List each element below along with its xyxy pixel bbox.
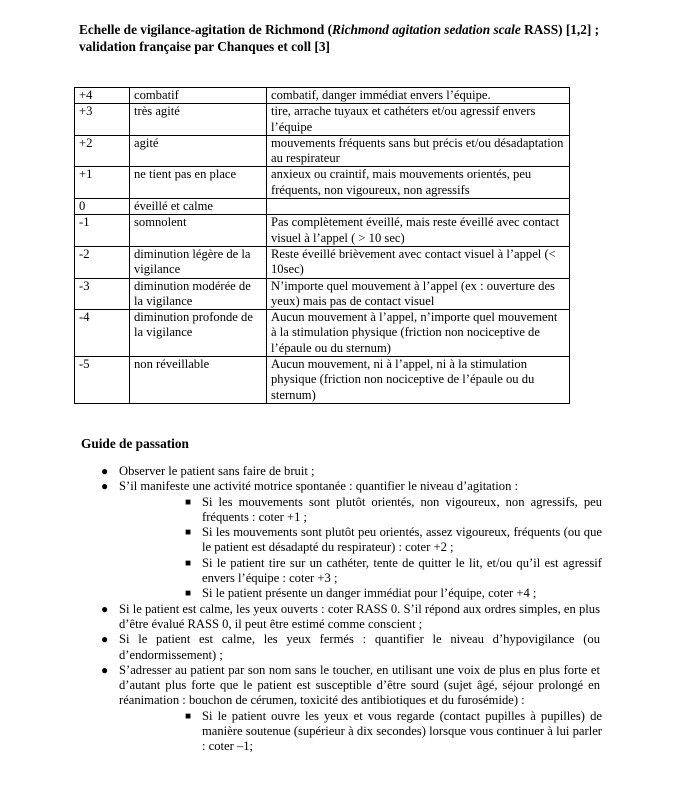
score-cell: -4 (75, 310, 130, 357)
square-bullet-icon: ■ (185, 527, 192, 539)
term-cell: combatif (130, 88, 267, 104)
title-italic-scale-name: Richmond agitation sedation scale (332, 22, 521, 37)
description-cell (267, 199, 570, 215)
score-cell: -5 (75, 357, 130, 404)
document-title (79, 22, 619, 55)
description-cell: Pas complètement éveillé, mais reste éveillé avec contact visuel à l’appel ( > 10 sec) (267, 215, 570, 247)
term-cell: éveillé et calme (130, 199, 267, 215)
term-cell: somnolent (130, 215, 267, 247)
bullet-icon: ● (101, 632, 109, 647)
description-cell: Reste éveillé brièvement avec contact visuel à l’appel (< 10sec) (267, 246, 570, 278)
table-row (75, 135, 570, 167)
description-cell: anxieux ou craintif, mais mouvements orientés, peu fréquents, non vigoureux, non agressifs (267, 167, 570, 199)
title-part1: Echelle de vigilance-agitation de Richmond ( (79, 22, 332, 37)
sub-list-item (119, 525, 602, 556)
square-bullet-icon: ■ (185, 557, 192, 569)
score-cell: -2 (75, 246, 130, 278)
score-cell: -1 (75, 215, 130, 247)
table-row (75, 199, 570, 215)
table-row (75, 215, 570, 247)
table-row (75, 104, 570, 136)
sub-list-item (119, 709, 602, 755)
list-item (0, 602, 600, 633)
sub-list-item-text: Si les mouvements sont plutôt peu orientés, assez vigoureux, fréquents (ou que le patient est désadapté du respirateur) : coter +2 ; (202, 525, 602, 555)
table-row (75, 167, 570, 199)
list-item-text: Si le patient est calme, les yeux ouverts : coter RASS 0. S’il répond aux ordres simples, en plus d’être évalué RASS 0, il peut être estimé comme conscient ; (119, 601, 600, 631)
description-cell: Aucun mouvement à l’appel, n’importe quel mouvement à la stimulation physique (friction non nociceptive de l’épaule ou du sternum) (267, 310, 570, 357)
table-row (75, 246, 570, 278)
table-row (75, 357, 570, 404)
sub-list-item (119, 495, 602, 526)
score-cell: +4 (75, 88, 130, 104)
list-item-text: Observer le patient sans faire de bruit ; (119, 464, 315, 478)
term-cell: ne tient pas en place (130, 167, 267, 199)
sub-list-item-text: Si le patient présente un danger immédiat pour l’équipe, coter +4 ; (202, 586, 537, 601)
guide-list (0, 464, 678, 755)
sub-list-item (119, 556, 602, 587)
list-item (0, 479, 600, 601)
description-cell: tire, arrache tuyaux et cathéters et/ou agressif envers l’équipe (267, 104, 570, 136)
list-item-text: S’il manifeste une activité motrice spontanée : quantifier le niveau d’agitation : (119, 479, 519, 494)
list-item (0, 663, 600, 755)
list-item (0, 464, 600, 479)
sub-list-item-text: Si les mouvements sont plutôt orientés, non vigoureux, non agressifs, peu fréquents : coter +1 ; (202, 494, 602, 524)
term-cell: diminution modérée de la vigilance (130, 278, 267, 310)
description-cell: combatif, danger immédiat envers l’équipe. (267, 88, 570, 104)
score-cell: +2 (75, 135, 130, 167)
square-bullet-icon: ■ (185, 710, 192, 722)
square-bullet-icon: ■ (185, 496, 192, 508)
list-item-text: Si le patient est calme, les yeux fermés : quantifier le niveau d’hypovigilance (ou d’endormissement) ; (119, 632, 600, 662)
list-item-text: S’adresser au patient par son nom sans le toucher, en utilisant une voix de plus en plus forte et d’autant plus forte que le patient est susceptible d’être sourd (sujet âgé, séjour prolongé en réanimation : bouchon de cérumen, toxicité des antibiotiques et du furosémide) : (119, 662, 600, 708)
bullet-icon: ● (101, 464, 109, 478)
guide-title: Guide de passation (81, 436, 189, 451)
bullet-icon: ● (101, 479, 109, 494)
score-cell: -3 (75, 278, 130, 310)
term-cell: diminution légère de la vigilance (130, 246, 267, 278)
description-cell: mouvements fréquents sans but précis et/ou désadaptation au respirateur (267, 135, 570, 167)
term-cell: diminution profonde de la vigilance (130, 310, 267, 357)
list-item (0, 632, 600, 663)
term-cell: très agité (130, 104, 267, 136)
table-row (75, 88, 570, 104)
term-cell: non réveillable (130, 357, 267, 404)
term-cell: agité (130, 135, 267, 167)
square-bullet-icon: ■ (185, 588, 192, 600)
description-cell: Aucun mouvement, ni à l’appel, ni à la stimulation physique (friction non nociceptive de l’épaule ou du sternum) (267, 357, 570, 404)
score-cell: 0 (75, 199, 130, 215)
bullet-icon: ● (101, 601, 109, 616)
sub-list-item-text: Si le patient ouvre les yeux et vous regarde (contact pupilles à pupilles) de manière soutenue (supérieur à dix secondes) lorsque vous continuer à lui parler : coter –1; (202, 708, 602, 754)
table-row (75, 310, 570, 357)
sub-list-item (119, 586, 602, 601)
rass-table (74, 87, 570, 404)
table-row (75, 278, 570, 310)
description-cell: N’importe quel mouvement à l’appel (ex : ouverture des yeux) mais pas de contact visuel (267, 278, 570, 310)
score-cell: +3 (75, 104, 130, 136)
score-cell: +1 (75, 167, 130, 199)
bullet-icon: ● (101, 662, 109, 677)
title-part2: RASS) [1,2] ; validation française par Chanques et coll [3] (79, 22, 600, 54)
sub-list-item-text: Si le patient tire sur un cathéter, tente de quitter le lit, et/ou qu’il est agressif envers l’équipe : coter +3 ; (202, 555, 602, 586)
